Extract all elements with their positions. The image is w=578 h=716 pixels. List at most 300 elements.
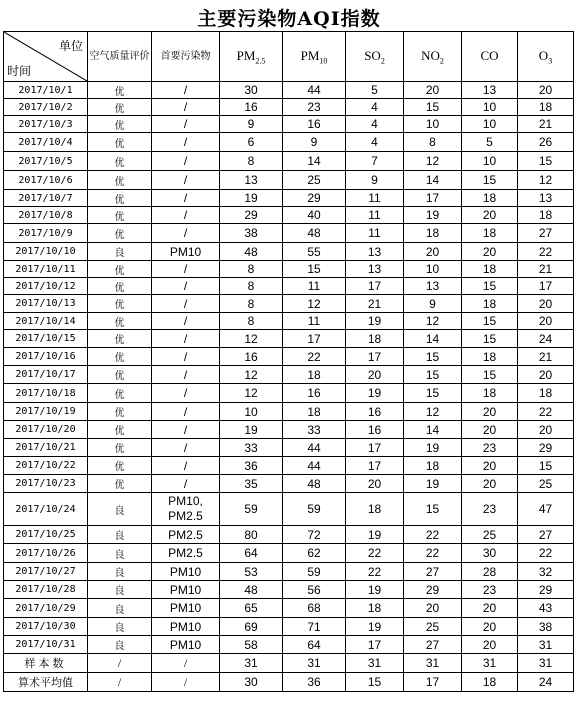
value-cell: 20	[518, 313, 574, 330]
value-cell: 18	[462, 261, 518, 278]
value-cell: 19	[346, 618, 404, 636]
value-cell: 48	[220, 581, 283, 599]
primary-pollutant-cell: /	[152, 207, 220, 224]
value-cell: 25	[462, 526, 518, 544]
value-cell: 59	[220, 493, 283, 526]
value-cell: 30	[220, 82, 283, 99]
primary-pollutant-cell: PM10, PM2.5	[152, 493, 220, 526]
value-cell: 12	[404, 152, 462, 171]
value-cell: 11	[283, 278, 346, 295]
value-cell: 18	[283, 403, 346, 421]
primary-pollutant-cell: PM10	[152, 581, 220, 599]
value-cell: 15	[283, 261, 346, 278]
primary-pollutant-cell: /	[152, 224, 220, 243]
value-cell: 20	[404, 243, 462, 261]
footer-quality-cell: /	[88, 654, 152, 673]
value-cell: 18	[283, 366, 346, 384]
date-cell: 2017/10/31	[4, 636, 88, 654]
header-pollutant: $SO_2$	[346, 32, 404, 82]
value-cell: 22	[346, 544, 404, 563]
footer-value-cell: 31	[346, 654, 404, 673]
primary-pollutant-cell: /	[152, 82, 220, 99]
value-cell: 17	[346, 439, 404, 457]
date-cell: 2017/10/24	[4, 493, 88, 526]
value-cell: 19	[220, 190, 283, 207]
value-cell: 40	[283, 207, 346, 224]
quality-cell: 优	[88, 421, 152, 439]
date-cell: 2017/10/13	[4, 295, 88, 313]
value-cell: 6	[220, 133, 283, 152]
value-cell: 9	[220, 116, 283, 133]
primary-pollutant-cell: /	[152, 190, 220, 207]
quality-cell: 优	[88, 207, 152, 224]
value-cell: 19	[404, 475, 462, 493]
primary-pollutant-cell: /	[152, 475, 220, 493]
primary-pollutant-cell: PM10	[152, 563, 220, 581]
value-cell: 20	[462, 421, 518, 439]
value-cell: 29	[283, 190, 346, 207]
value-cell: 20	[346, 366, 404, 384]
date-cell: 2017/10/23	[4, 475, 88, 493]
value-cell: 4	[346, 99, 404, 116]
primary-pollutant-cell: PM10	[152, 243, 220, 261]
value-cell: 20	[462, 636, 518, 654]
value-cell: 18	[518, 384, 574, 403]
table-row	[4, 133, 574, 152]
value-cell: 35	[220, 475, 283, 493]
value-cell: 25	[404, 618, 462, 636]
value-cell: 15	[404, 384, 462, 403]
value-cell: 26	[518, 133, 574, 152]
value-cell: 44	[283, 457, 346, 475]
primary-pollutant-cell: /	[152, 366, 220, 384]
quality-cell: 优	[88, 457, 152, 475]
value-cell: 15	[462, 366, 518, 384]
table-row	[4, 348, 574, 366]
value-cell: 13	[462, 82, 518, 99]
primary-pollutant-cell: /	[152, 99, 220, 116]
table-row	[4, 99, 574, 116]
value-cell: 22	[404, 544, 462, 563]
value-cell: 15	[404, 348, 462, 366]
date-cell: 2017/10/18	[4, 384, 88, 403]
value-cell: 48	[220, 243, 283, 261]
table-row	[4, 295, 574, 313]
quality-cell: 良	[88, 526, 152, 544]
date-cell: 2017/10/21	[4, 439, 88, 457]
value-cell: 12	[518, 171, 574, 190]
quality-cell: 良	[88, 493, 152, 526]
footer-primary-cell: /	[152, 673, 220, 692]
table-row	[4, 618, 574, 636]
date-cell: 2017/10/3	[4, 116, 88, 133]
quality-cell: 良	[88, 636, 152, 654]
value-cell: 20	[518, 421, 574, 439]
value-cell: 29	[220, 207, 283, 224]
value-cell: 14	[283, 152, 346, 171]
table-row	[4, 526, 574, 544]
value-cell: 19	[346, 526, 404, 544]
value-cell: 8	[220, 295, 283, 313]
value-cell: 18	[346, 330, 404, 348]
value-cell: 12	[220, 330, 283, 348]
date-cell: 2017/10/8	[4, 207, 88, 224]
value-cell: 59	[283, 563, 346, 581]
value-cell: 30	[462, 544, 518, 563]
footer-value-cell: 31	[518, 654, 574, 673]
table-row	[4, 636, 574, 654]
value-cell: 15	[404, 366, 462, 384]
value-cell: 16	[283, 116, 346, 133]
table-row	[4, 384, 574, 403]
value-cell: 11	[346, 207, 404, 224]
value-cell: 55	[283, 243, 346, 261]
value-cell: 33	[283, 421, 346, 439]
value-cell: 12	[404, 403, 462, 421]
footer-value-cell: 30	[220, 673, 283, 692]
value-cell: 9	[404, 295, 462, 313]
value-cell: 48	[283, 475, 346, 493]
value-cell: 62	[283, 544, 346, 563]
date-cell: 2017/10/16	[4, 348, 88, 366]
value-cell: 18	[346, 493, 404, 526]
primary-pollutant-cell: /	[152, 348, 220, 366]
value-cell: 20	[404, 82, 462, 99]
value-cell: 12	[404, 313, 462, 330]
value-cell: 22	[404, 526, 462, 544]
value-cell: 23	[462, 439, 518, 457]
value-cell: 15	[462, 330, 518, 348]
date-cell: 2017/10/10	[4, 243, 88, 261]
value-cell: 17	[283, 330, 346, 348]
quality-cell: 优	[88, 116, 152, 133]
value-cell: 12	[220, 366, 283, 384]
value-cell: 4	[346, 116, 404, 133]
value-cell: 69	[220, 618, 283, 636]
value-cell: 8	[220, 152, 283, 171]
quality-cell: 优	[88, 348, 152, 366]
date-cell: 2017/10/11	[4, 261, 88, 278]
value-cell: 20	[462, 475, 518, 493]
value-cell: 24	[518, 330, 574, 348]
value-cell: 14	[404, 421, 462, 439]
value-cell: 80	[220, 526, 283, 544]
quality-cell: 优	[88, 133, 152, 152]
value-cell: 44	[283, 82, 346, 99]
value-cell: 38	[518, 618, 574, 636]
table-row	[4, 207, 574, 224]
value-cell: 18	[462, 348, 518, 366]
value-cell: 20	[462, 599, 518, 618]
quality-cell: 优	[88, 330, 152, 348]
value-cell: 20	[462, 207, 518, 224]
table-row	[4, 152, 574, 171]
footer-row	[4, 673, 574, 692]
value-cell: 10	[462, 99, 518, 116]
value-cell: 68	[283, 599, 346, 618]
value-cell: 16	[220, 99, 283, 116]
value-cell: 18	[346, 599, 404, 618]
primary-pollutant-cell: /	[152, 133, 220, 152]
footer-value-cell: 31	[283, 654, 346, 673]
date-cell: 2017/10/15	[4, 330, 88, 348]
quality-cell: 良	[88, 618, 152, 636]
value-cell: 33	[220, 439, 283, 457]
value-cell: 15	[518, 457, 574, 475]
value-cell: 22	[283, 348, 346, 366]
footer-primary-cell: /	[152, 654, 220, 673]
primary-pollutant-cell: /	[152, 295, 220, 313]
value-cell: 20	[518, 366, 574, 384]
value-cell: 8	[220, 313, 283, 330]
header-diagonal-cell	[4, 32, 88, 82]
value-cell: 17	[346, 278, 404, 295]
value-cell: 22	[518, 403, 574, 421]
table-row	[4, 243, 574, 261]
value-cell: 27	[404, 636, 462, 654]
quality-cell: 良	[88, 599, 152, 618]
table-row	[4, 366, 574, 384]
primary-pollutant-cell: /	[152, 421, 220, 439]
value-cell: 18	[462, 190, 518, 207]
value-cell: 29	[518, 581, 574, 599]
header-pollutant: CO	[462, 32, 518, 82]
date-cell: 2017/10/2	[4, 99, 88, 116]
value-cell: 10	[462, 152, 518, 171]
value-cell: 12	[283, 295, 346, 313]
table-row	[4, 457, 574, 475]
value-cell: 15	[518, 152, 574, 171]
value-cell: 20	[518, 295, 574, 313]
primary-pollutant-cell: /	[152, 457, 220, 475]
value-cell: 15	[462, 278, 518, 295]
value-cell: 28	[462, 563, 518, 581]
header-quality: 空气质量评价	[88, 32, 152, 82]
value-cell: 18	[462, 384, 518, 403]
table-row	[4, 116, 574, 133]
value-cell: 17	[346, 348, 404, 366]
value-cell: 31	[518, 636, 574, 654]
quality-cell: 优	[88, 313, 152, 330]
quality-cell: 优	[88, 439, 152, 457]
value-cell: 18	[462, 295, 518, 313]
quality-cell: 优	[88, 261, 152, 278]
footer-value-cell: 24	[518, 673, 574, 692]
date-cell: 2017/10/20	[4, 421, 88, 439]
value-cell: 20	[462, 403, 518, 421]
value-cell: 16	[346, 403, 404, 421]
value-cell: 13	[404, 278, 462, 295]
value-cell: 27	[404, 563, 462, 581]
value-cell: 10	[220, 403, 283, 421]
primary-pollutant-cell: /	[152, 439, 220, 457]
value-cell: 32	[518, 563, 574, 581]
value-cell: 11	[346, 190, 404, 207]
value-cell: 11	[283, 313, 346, 330]
date-cell: 2017/10/19	[4, 403, 88, 421]
value-cell: 71	[283, 618, 346, 636]
primary-pollutant-cell: /	[152, 261, 220, 278]
value-cell: 25	[518, 475, 574, 493]
quality-cell: 优	[88, 475, 152, 493]
value-cell: 15	[462, 171, 518, 190]
header-pollutant: $NO_2$	[404, 32, 462, 82]
value-cell: 20	[462, 243, 518, 261]
date-cell: 2017/10/17	[4, 366, 88, 384]
value-cell: 29	[518, 439, 574, 457]
value-cell: 13	[346, 261, 404, 278]
quality-cell: 优	[88, 152, 152, 171]
date-cell: 2017/10/30	[4, 618, 88, 636]
date-cell: 2017/10/26	[4, 544, 88, 563]
value-cell: 7	[346, 152, 404, 171]
value-cell: 43	[518, 599, 574, 618]
value-cell: 20	[462, 618, 518, 636]
value-cell: 14	[404, 330, 462, 348]
primary-pollutant-cell: PM10	[152, 618, 220, 636]
primary-pollutant-cell: PM10	[152, 636, 220, 654]
quality-cell: 良	[88, 243, 152, 261]
primary-pollutant-cell: PM10	[152, 599, 220, 618]
value-cell: 18	[518, 99, 574, 116]
table-row	[4, 439, 574, 457]
value-cell: 5	[346, 82, 404, 99]
footer-value-cell: 15	[346, 673, 404, 692]
value-cell: 11	[346, 224, 404, 243]
date-cell: 2017/10/4	[4, 133, 88, 152]
primary-pollutant-cell: PM2.5	[152, 526, 220, 544]
value-cell: 18	[518, 207, 574, 224]
value-cell: 18	[404, 457, 462, 475]
table-row	[4, 475, 574, 493]
value-cell: 12	[220, 384, 283, 403]
primary-pollutant-cell: /	[152, 171, 220, 190]
page-title: 主要污染物AQI指数	[197, 8, 381, 30]
value-cell: 38	[220, 224, 283, 243]
footer-value-cell: 31	[462, 654, 518, 673]
value-cell: 18	[462, 224, 518, 243]
value-cell: 64	[220, 544, 283, 563]
value-cell: 56	[283, 581, 346, 599]
quality-cell: 优	[88, 366, 152, 384]
value-cell: 13	[346, 243, 404, 261]
value-cell: 15	[404, 99, 462, 116]
footer-label-cell: 算术平均值	[4, 673, 88, 692]
table-row	[4, 493, 574, 526]
value-cell: 18	[404, 224, 462, 243]
quality-cell: 优	[88, 190, 152, 207]
footer-row	[4, 654, 574, 673]
table-row	[4, 599, 574, 618]
date-cell: 2017/10/25	[4, 526, 88, 544]
quality-cell: 优	[88, 99, 152, 116]
value-cell: 13	[220, 171, 283, 190]
quality-cell: 良	[88, 544, 152, 563]
value-cell: 25	[283, 171, 346, 190]
value-cell: 23	[283, 99, 346, 116]
quality-cell: 良	[88, 563, 152, 581]
quality-cell: 优	[88, 278, 152, 295]
value-cell: 23	[462, 581, 518, 599]
table-row	[4, 581, 574, 599]
value-cell: 19	[404, 207, 462, 224]
value-cell: 17	[518, 278, 574, 295]
value-cell: 59	[283, 493, 346, 526]
date-cell: 2017/10/14	[4, 313, 88, 330]
primary-pollutant-cell: PM2.5	[152, 544, 220, 563]
footer-label-cell: 样本数	[4, 654, 88, 673]
footer-quality-cell: /	[88, 673, 152, 692]
quality-cell: 优	[88, 295, 152, 313]
table-row	[4, 330, 574, 348]
header-pollutant: $PM_{2.5}$	[220, 32, 283, 82]
value-cell: 19	[346, 313, 404, 330]
value-cell: 22	[518, 544, 574, 563]
value-cell: 22	[518, 243, 574, 261]
value-cell: 23	[462, 493, 518, 526]
value-cell: 16	[346, 421, 404, 439]
value-cell: 36	[220, 457, 283, 475]
value-cell: 21	[518, 261, 574, 278]
table-row	[4, 403, 574, 421]
value-cell: 27	[518, 526, 574, 544]
value-cell: 8	[220, 278, 283, 295]
value-cell: 53	[220, 563, 283, 581]
value-cell: 21	[518, 116, 574, 133]
primary-pollutant-cell: /	[152, 330, 220, 348]
table-row	[4, 171, 574, 190]
value-cell: 27	[518, 224, 574, 243]
quality-cell: 良	[88, 581, 152, 599]
date-cell: 2017/10/7	[4, 190, 88, 207]
value-cell: 19	[346, 581, 404, 599]
value-cell: 29	[404, 581, 462, 599]
value-cell: 65	[220, 599, 283, 618]
value-cell: 17	[404, 190, 462, 207]
value-cell: 9	[283, 133, 346, 152]
header-primary: 首要污染物	[152, 32, 220, 82]
value-cell: 19	[346, 384, 404, 403]
table-row	[4, 261, 574, 278]
value-cell: 44	[283, 439, 346, 457]
unit-label: 单位	[58, 39, 83, 53]
value-cell: 72	[283, 526, 346, 544]
date-cell: 2017/10/1	[4, 82, 88, 99]
table-row	[4, 563, 574, 581]
value-cell: 20	[346, 475, 404, 493]
value-cell: 21	[346, 295, 404, 313]
value-cell: 48	[283, 224, 346, 243]
value-cell: 19	[220, 421, 283, 439]
quality-cell: 优	[88, 403, 152, 421]
value-cell: 16	[220, 348, 283, 366]
value-cell: 8	[404, 133, 462, 152]
table-row	[4, 190, 574, 207]
date-cell: 2017/10/9	[4, 224, 88, 243]
table-row	[4, 313, 574, 330]
value-cell: 64	[283, 636, 346, 654]
value-cell: 58	[220, 636, 283, 654]
value-cell: 20	[518, 82, 574, 99]
date-cell: 2017/10/5	[4, 152, 88, 171]
value-cell: 15	[462, 313, 518, 330]
footer-value-cell: 31	[404, 654, 462, 673]
value-cell: 17	[346, 457, 404, 475]
header-pollutant: $O_3$	[518, 32, 574, 82]
footer-value-cell: 36	[283, 673, 346, 692]
value-cell: 10	[462, 116, 518, 133]
quality-cell: 优	[88, 384, 152, 403]
